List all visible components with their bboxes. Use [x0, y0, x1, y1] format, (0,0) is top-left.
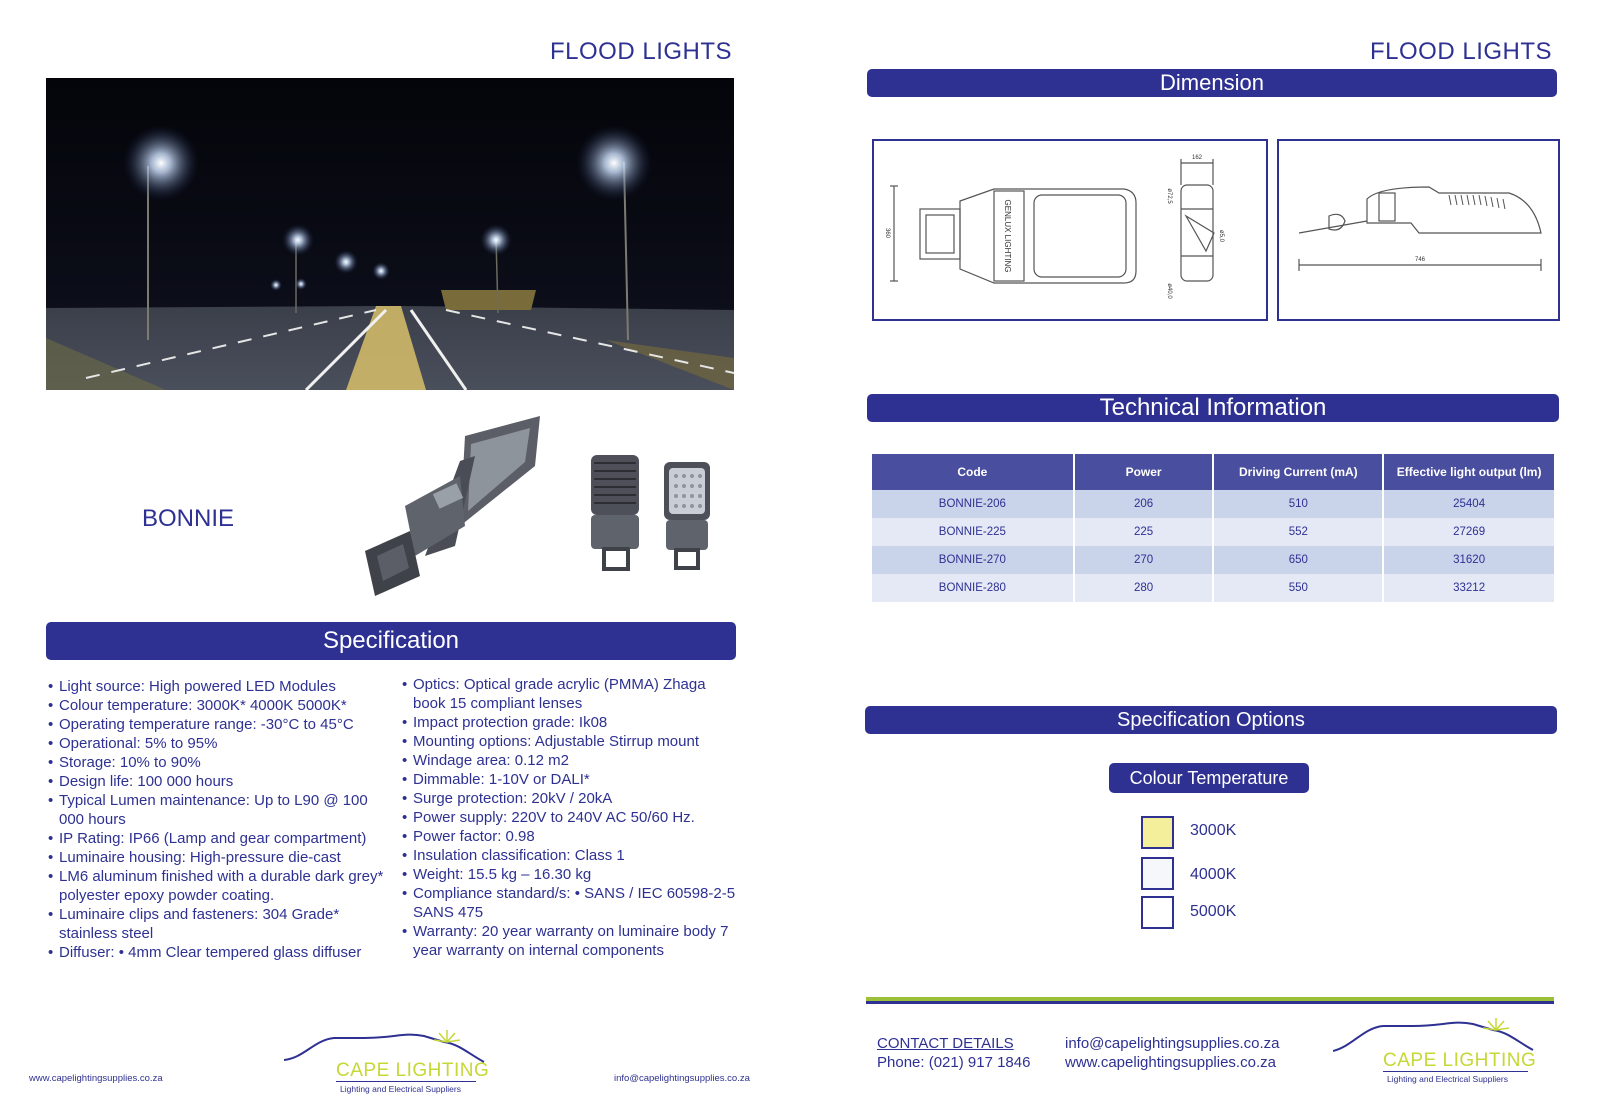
- table-cell: 225: [1074, 518, 1214, 546]
- spec-item: • Diffuser: • 4mm Clear tempered glass diffuser: [48, 943, 393, 962]
- footer-email[interactable]: info@capelightingsupplies.co.za: [614, 1073, 750, 1084]
- dimension-drawing-top-view: [872, 139, 1268, 321]
- drawing-dia2-label: ø40,0: [1166, 283, 1172, 299]
- right-page-title: FLOOD LIGHTS: [1370, 38, 1553, 65]
- spec-item: • Surge protection: 20kV / 20kA: [402, 789, 742, 808]
- dimension-drawing-side-view: [1277, 139, 1560, 321]
- dimension-banner: Dimension: [867, 69, 1557, 97]
- technical-table-container: [872, 454, 1556, 602]
- table-cell: BONNIE-225: [872, 518, 1074, 546]
- table-cell: 27269: [1383, 518, 1555, 546]
- technical-information-banner: Technical Information: [867, 394, 1559, 422]
- drawing-dia1-label: ø72,5: [1166, 188, 1172, 204]
- hero-photo-night-road: [46, 78, 734, 390]
- spec-item: • Typical Lumen maintenance: Up to L90 @ 100 000 hours: [48, 791, 393, 829]
- table-cell: 510: [1213, 490, 1383, 518]
- spec-item: • LM6 aluminum finished with a durable dark grey* polyester epoxy powder coating.: [48, 867, 393, 905]
- spec-item: • Impact protection grade: Ik08: [402, 713, 742, 732]
- spec-item: • Colour temperature: 3000K* 4000K 5000K*: [48, 696, 393, 715]
- luminaire-front-image: [662, 460, 712, 570]
- swatch-label-5000k: 5000K: [1190, 903, 1237, 920]
- spec-item: • Operational: 5% to 95%: [48, 734, 393, 753]
- specification-list-left: [48, 677, 393, 962]
- spec-item: • Weight: 15.5 kg – 16.30 kg: [402, 865, 742, 884]
- table-cell: 33212: [1383, 574, 1555, 602]
- product-name: BONNIE: [142, 505, 235, 532]
- spec-item: • Operating temperature range: -30°C to 45°C: [48, 715, 393, 734]
- specification-banner: Specification: [46, 622, 736, 660]
- spec-item: • Windage area: 0.12 m2: [402, 751, 742, 770]
- swatch-4000k[interactable]: [1141, 857, 1174, 890]
- contact-heading: CONTACT DETAILS: [877, 1035, 1014, 1052]
- specification-options-banner: Specification Options: [865, 706, 1557, 734]
- table-cell: 552: [1213, 518, 1383, 546]
- logo-name: CAPE LIGHTING: [336, 1060, 490, 1081]
- spec-item: • Dimmable: 1-10V or DALI*: [402, 770, 742, 789]
- contact-email[interactable]: info@capelightingsupplies.co.za: [1065, 1035, 1280, 1052]
- header-light-output: Effective light output (lm): [1383, 454, 1555, 490]
- drawing-width-label: 162: [1191, 155, 1203, 161]
- drawing-brand-label: GENLUX LIGHTING: [1003, 199, 1012, 273]
- technical-table: [872, 454, 1556, 602]
- logo-tagline: Lighting and Electrical Suppliers: [1387, 1074, 1508, 1084]
- spec-item: • Power factor: 0.98: [402, 827, 742, 846]
- table-row: [872, 490, 1555, 518]
- footer-divider-blue: [866, 1001, 1554, 1004]
- specification-list-right: [402, 675, 742, 960]
- spec-item: • Mounting options: Adjustable Stirrup mount: [402, 732, 742, 751]
- spec-item: • Light source: High powered LED Modules: [48, 677, 393, 696]
- spec-item: • Storage: 10% to 90%: [48, 753, 393, 772]
- spec-item: • Luminaire clips and fasteners: 304 Grade* stainless steel: [48, 905, 393, 943]
- table-cell: 270: [1074, 546, 1214, 574]
- luminaire-rear-image: [588, 453, 643, 573]
- table-cell: 550: [1213, 574, 1383, 602]
- spec-item: • IP Rating: IP66 (Lamp and gear compartment): [48, 829, 393, 848]
- spec-item: • Compliance standard/s: • SANS / IEC 60598-2-5 SANS 475: [402, 884, 742, 922]
- swatch-3000k[interactable]: [1141, 816, 1174, 849]
- contact-links: [1065, 1034, 1280, 1072]
- spec-item: • Design life: 100 000 hours: [48, 772, 393, 791]
- cape-lighting-logo-right: [1333, 1016, 1543, 1088]
- table-cell: 280: [1074, 574, 1214, 602]
- logo-name: CAPE LIGHTING: [1383, 1050, 1537, 1071]
- table-row: [872, 546, 1555, 574]
- table-cell: BONNIE-206: [872, 490, 1074, 518]
- swatch-label-4000k: 4000K: [1190, 866, 1237, 883]
- luminaire-angled-image: [365, 416, 555, 601]
- contact-block: [877, 1034, 1030, 1072]
- contact-phone[interactable]: Phone: (021) 917 1846: [877, 1054, 1031, 1071]
- header-power: Power: [1074, 454, 1214, 490]
- table-header-row: [872, 454, 1555, 490]
- spec-item: • Warranty: 20 year warranty on luminaire body 7 year warranty on internal components: [402, 922, 742, 960]
- spec-item: • Insulation classification: Class 1: [402, 846, 742, 865]
- table-row: [872, 574, 1555, 602]
- colour-temperature-label: Colour Temperature: [1109, 763, 1309, 793]
- logo-tagline: Lighting and Electrical Suppliers: [340, 1084, 461, 1094]
- header-code: Code: [872, 454, 1074, 490]
- spec-item: • Luminaire housing: High-pressure die-cast: [48, 848, 393, 867]
- cape-lighting-logo: [284, 1028, 494, 1100]
- table-row: [872, 518, 1555, 546]
- header-driving-current: Driving Current (mA): [1213, 454, 1383, 490]
- drawing-length-label: 746: [1414, 257, 1426, 263]
- table-cell: 650: [1213, 546, 1383, 574]
- table-cell: BONNIE-280: [872, 574, 1074, 602]
- swatch-5000k[interactable]: [1141, 896, 1174, 929]
- table-cell: 25404: [1383, 490, 1555, 518]
- table-cell: BONNIE-270: [872, 546, 1074, 574]
- contact-website[interactable]: www.capelightingsupplies.co.za: [1065, 1054, 1276, 1071]
- footer-website[interactable]: www.capelightingsupplies.co.za: [29, 1073, 163, 1084]
- spec-item: • Power supply: 220V to 240V AC 50/60 Hz.: [402, 808, 742, 827]
- table-cell: 31620: [1383, 546, 1555, 574]
- spec-item: • Optics: Optical grade acrylic (PMMA) Zhaga book 15 compliant lenses: [402, 675, 742, 713]
- table-cell: 206: [1074, 490, 1214, 518]
- left-page-title: FLOOD LIGHTS: [550, 38, 733, 65]
- drawing-depth-label: ø5,0: [1218, 229, 1224, 243]
- drawing-height-label: 360: [884, 227, 890, 239]
- swatch-label-3000k: 3000K: [1190, 822, 1237, 839]
